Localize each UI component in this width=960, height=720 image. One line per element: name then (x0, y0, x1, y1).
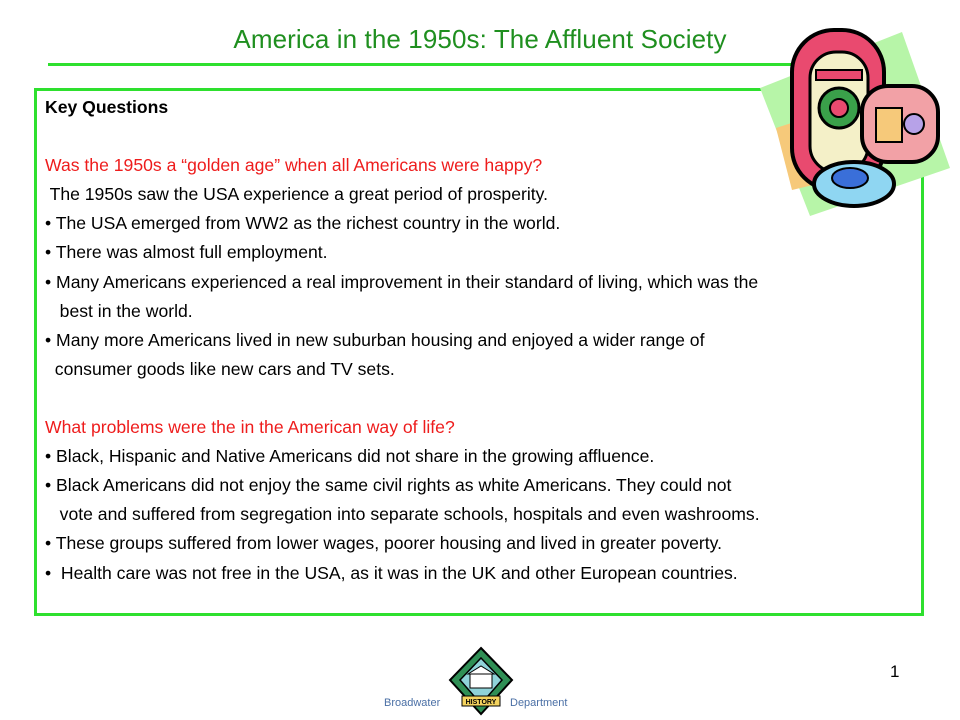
radio-knob (904, 114, 924, 134)
title-divider (48, 63, 818, 66)
text-line: • These groups suffered from lower wages, poorer housing and lived in greater poverty. (45, 533, 723, 554)
text-line: • Black, Hispanic and Native Americans did not share in the growing affluence. (45, 446, 655, 467)
radio-speaker (876, 108, 902, 142)
section-heading: Key Questions (45, 97, 169, 117)
slide-title: America in the 1950s: The Affluent Society (233, 24, 727, 54)
question-heading: What problems were the in the American way of life? (45, 417, 455, 438)
text-line: • Many Americans experienced a real improvement in their standard of living, which was the (45, 271, 759, 292)
page-number: 1 (890, 662, 900, 681)
text-line: vote and suffered from segregation into separate schools, hospitals and even washrooms. (45, 504, 760, 525)
text-line: best in the world. (45, 300, 193, 321)
text-line: consumer goods like new cars and TV sets. (45, 358, 395, 379)
question-heading: Was the 1950s a “golden age” when all Americans were happy? (45, 155, 543, 176)
history-department-logo-icon (448, 646, 514, 718)
footer-broadwater: Broadwater (384, 697, 441, 709)
logo-text: HISTORY (465, 699, 497, 706)
text-line: • Health care was not free in the USA, as it was in the UK and other European countries. (45, 562, 738, 583)
text-line: • There was almost full employment. (45, 242, 328, 263)
building-icon (470, 674, 492, 688)
text-line (45, 384, 920, 413)
text-line: • Black Americans did not enjoy the same civil rights as white Americans. They could not (45, 475, 732, 496)
text-line: • Many more Americans lived in new suburban housing and enjoyed a wider range of (45, 329, 705, 350)
text-line: • The USA emerged from WW2 as the richest country in the world. (45, 213, 561, 234)
jukebox-radio-clipart (752, 18, 952, 218)
text-line: The 1950s saw the USA experience a great period of prosperity. (45, 184, 549, 205)
footer-department: Department (510, 697, 568, 709)
